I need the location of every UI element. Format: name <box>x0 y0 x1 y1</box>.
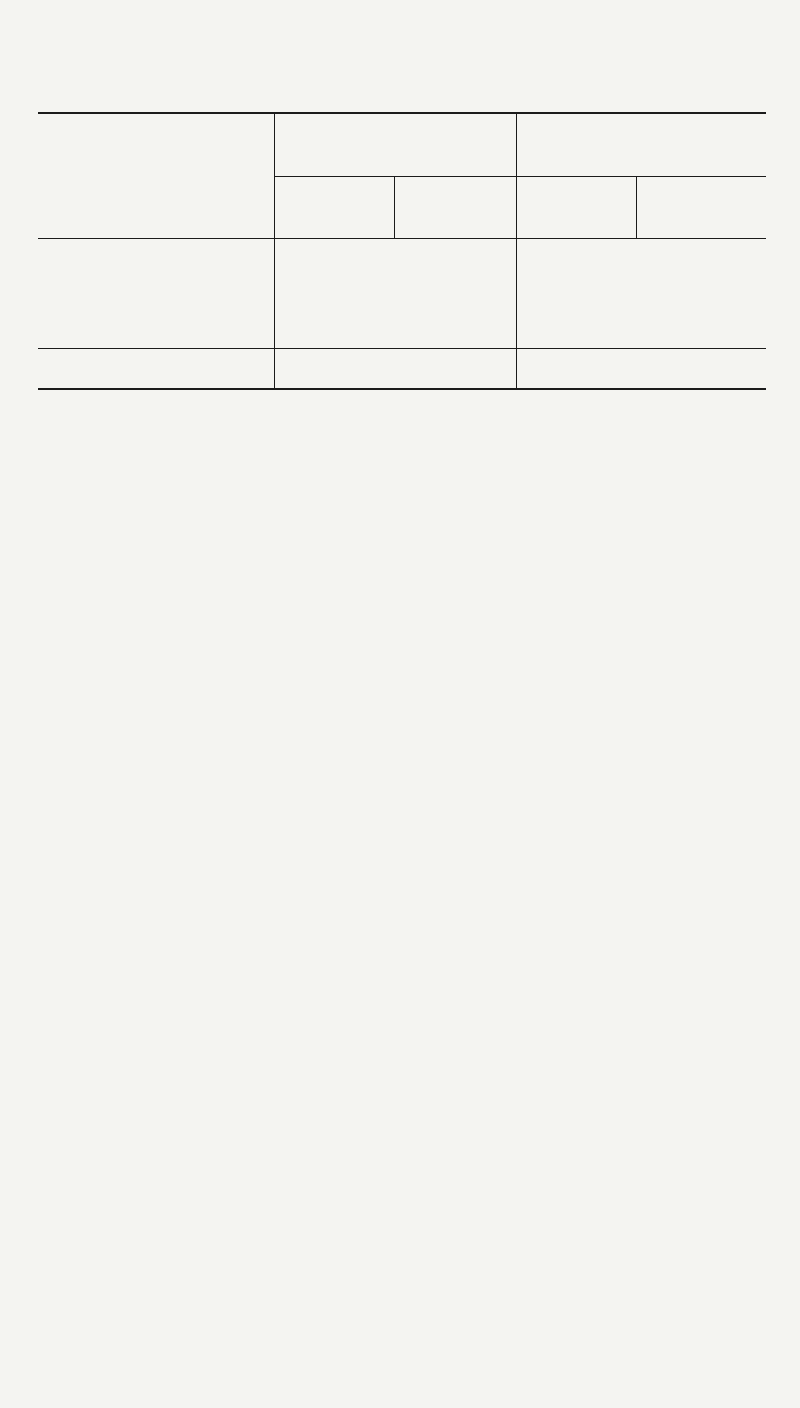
total-rule <box>38 348 766 349</box>
year-header-rule <box>274 176 766 177</box>
subheader-rule <box>38 238 766 239</box>
column-rule <box>516 112 517 390</box>
column-rule <box>394 176 395 238</box>
column-rule <box>636 176 637 238</box>
table-top-rule <box>38 112 766 114</box>
table-bottom-rule <box>38 388 766 390</box>
exports-table <box>38 112 766 390</box>
column-rule <box>274 112 275 390</box>
